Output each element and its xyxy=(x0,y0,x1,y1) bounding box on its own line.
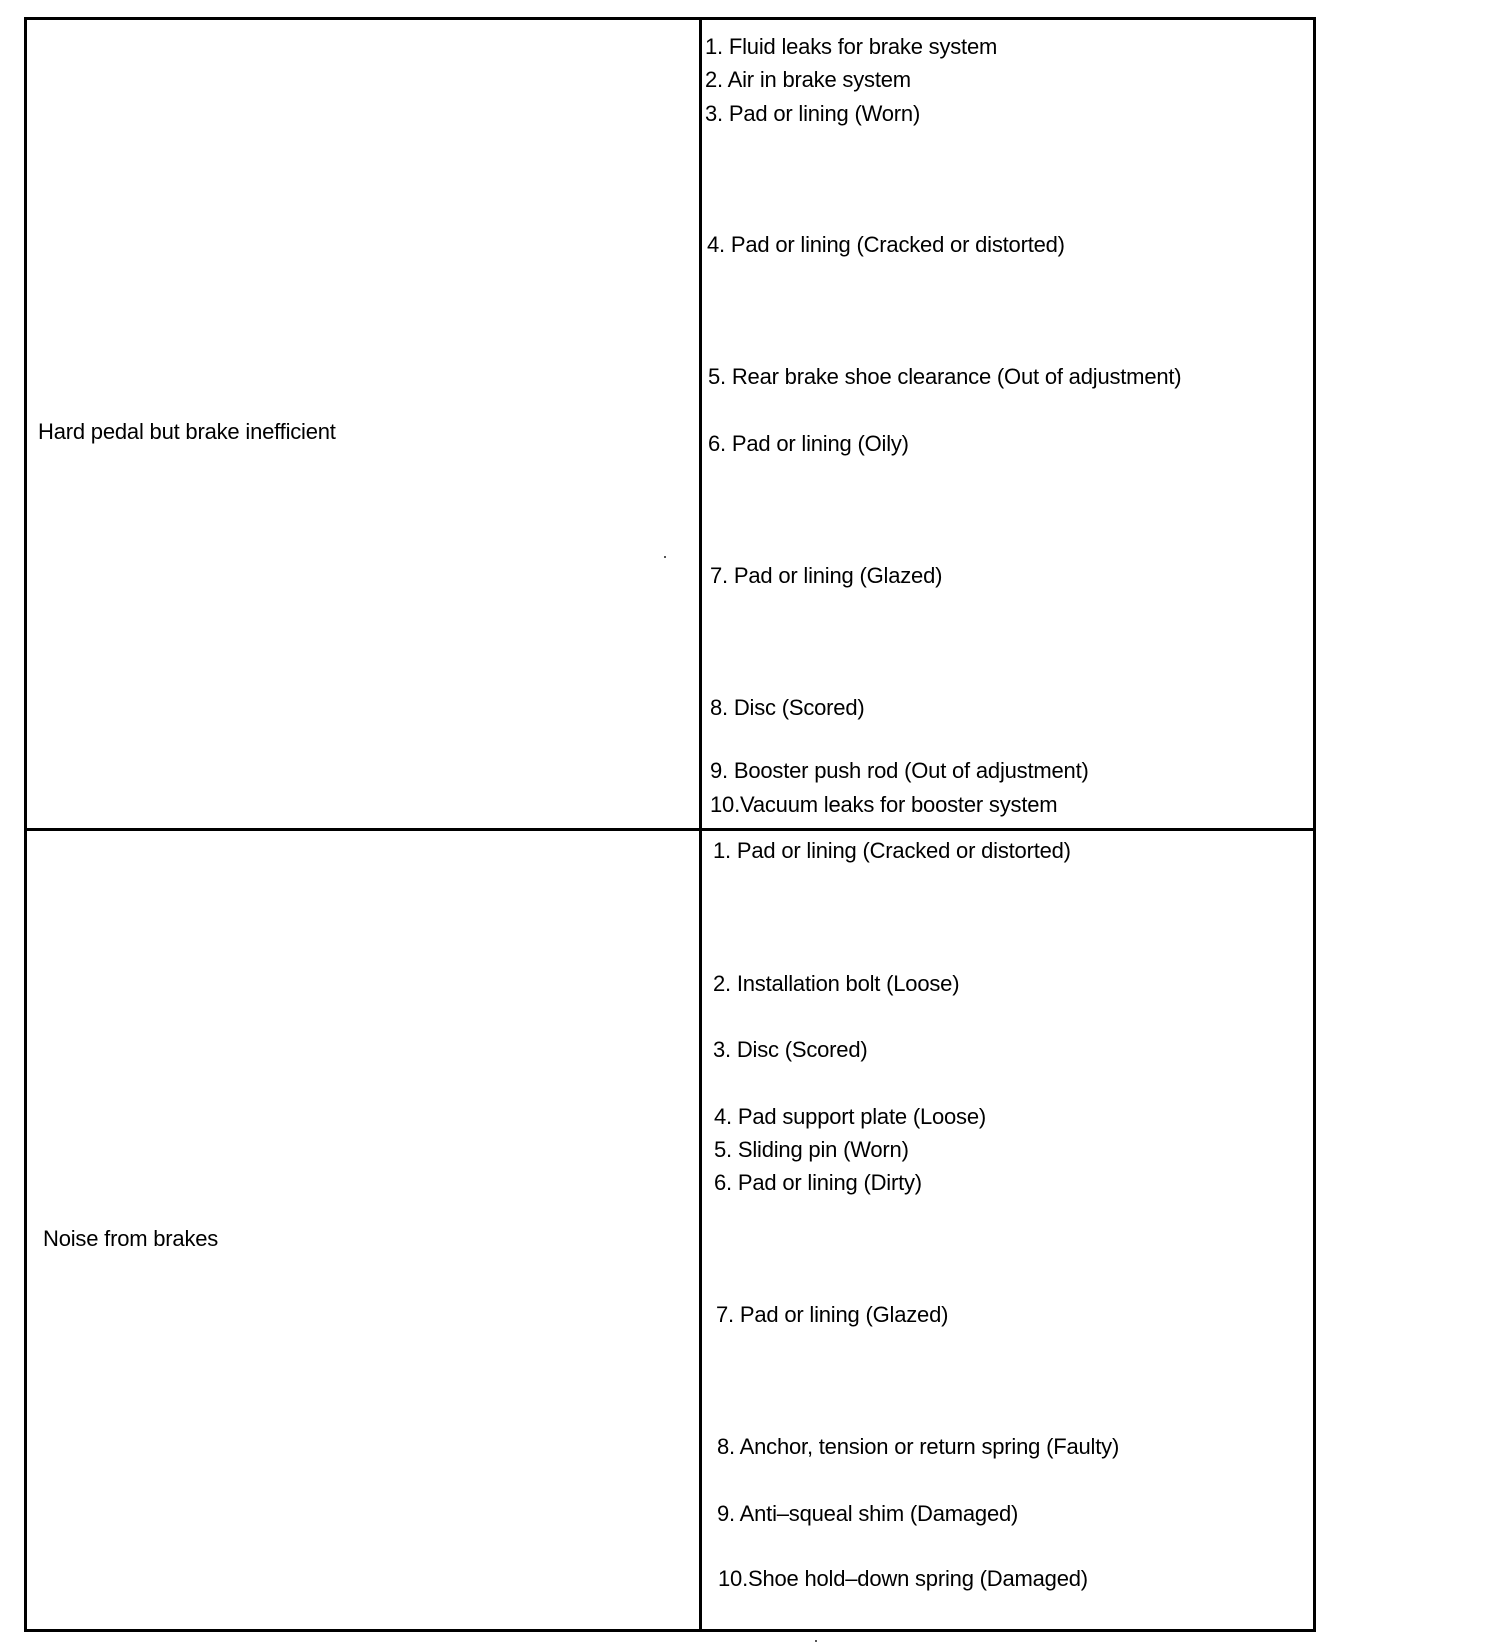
cause-item: 5. Sliding pin (Worn) xyxy=(714,1137,909,1162)
cause-item: 10.Vacuum leaks for booster system xyxy=(710,792,1058,817)
cause-item: 7. Pad or lining (Glazed) xyxy=(716,1302,949,1327)
cause-item: 6. Pad or lining (Oily) xyxy=(708,431,909,456)
row-divider xyxy=(27,828,1313,831)
scan-speck xyxy=(664,556,666,558)
cause-item: 9. Booster push rod (Out of adjustment) xyxy=(710,758,1089,783)
cause-item: 8. Anchor, tension or return spring (Faulty) xyxy=(717,1434,1120,1459)
column-divider xyxy=(699,20,702,1629)
cause-item: 10.Shoe hold–down spring (Damaged) xyxy=(718,1566,1088,1591)
cause-item: 2. Installation bolt (Loose) xyxy=(713,971,960,996)
cause-item: 5. Rear brake shoe clearance (Out of adjustment) xyxy=(708,364,1182,389)
cause-item: 9. Anti–squeal shim (Damaged) xyxy=(717,1501,1019,1526)
cause-item: 3. Pad or lining (Worn) xyxy=(705,101,921,126)
cause-item: 1. Fluid leaks for brake system xyxy=(705,34,998,59)
symptom-cell: Hard pedal but brake inefficient xyxy=(38,419,336,444)
cause-item: 4. Pad support plate (Loose) xyxy=(714,1104,987,1129)
troubleshooting-table xyxy=(24,17,1316,1632)
cause-item: 3. Disc (Scored) xyxy=(713,1037,868,1062)
cause-item: 7. Pad or lining (Glazed) xyxy=(710,563,943,588)
symptom-cell: Noise from brakes xyxy=(43,1226,219,1251)
cause-item: 8. Disc (Scored) xyxy=(710,695,865,720)
scan-speck xyxy=(815,1640,817,1642)
cause-item: 1. Pad or lining (Cracked or distorted) xyxy=(713,838,1071,863)
cause-item: 2. Air in brake system xyxy=(705,67,911,92)
cause-item: 6. Pad or lining (Dirty) xyxy=(714,1170,922,1195)
cause-item: 4. Pad or lining (Cracked or distorted) xyxy=(707,232,1065,257)
